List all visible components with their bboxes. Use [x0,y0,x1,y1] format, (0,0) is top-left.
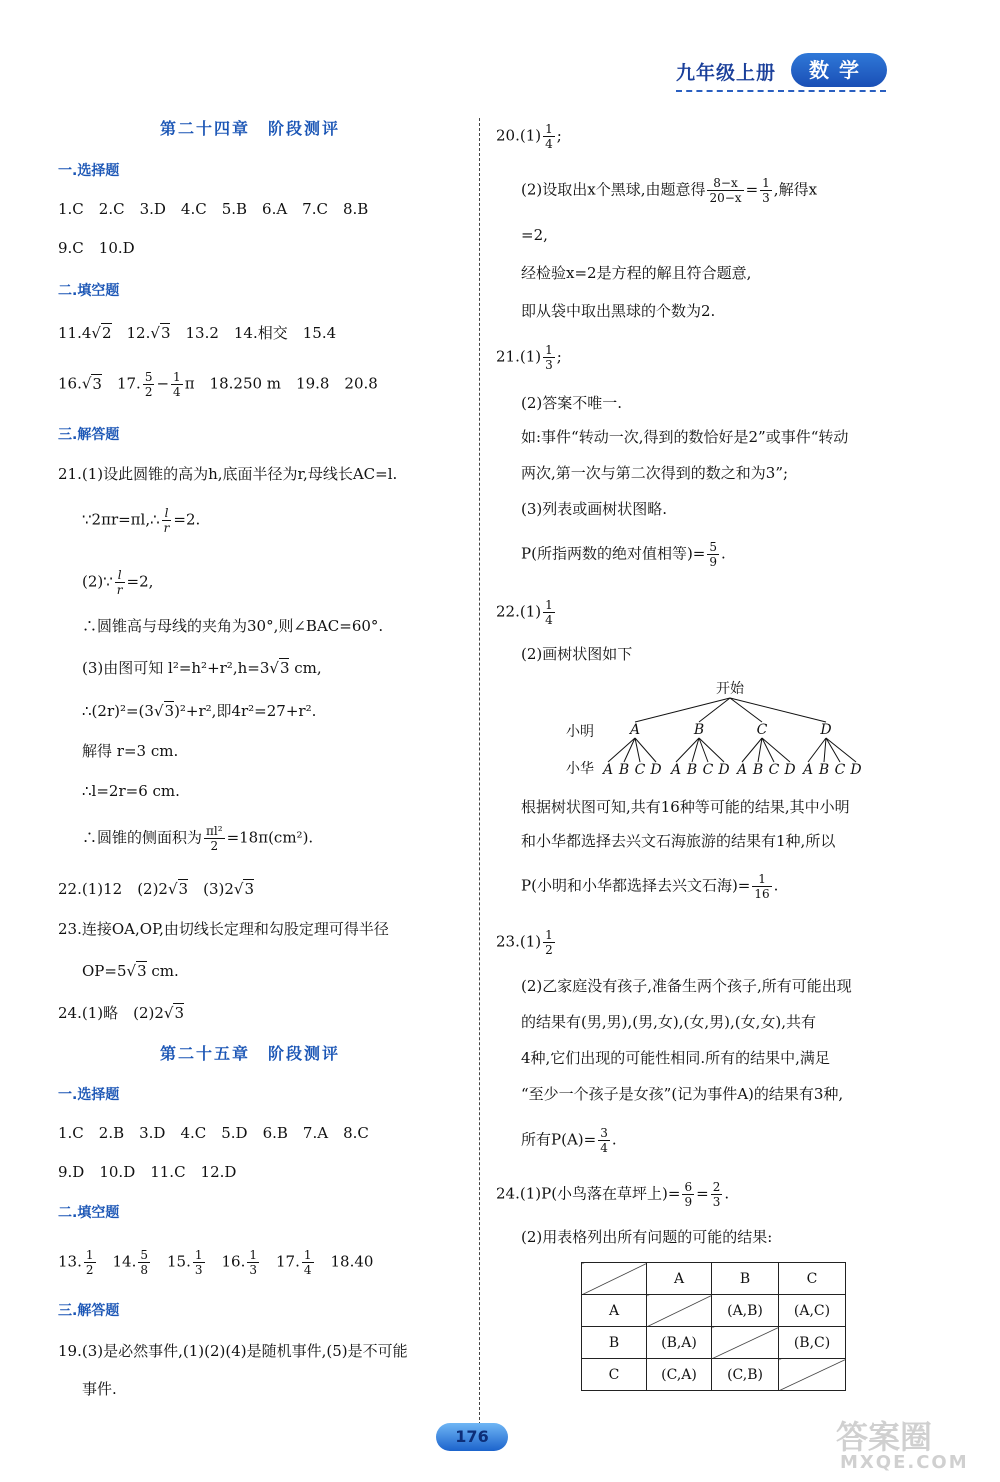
table-cell: (B,A) [647,1327,712,1359]
fraction: $\frac{l}{r}$ [116,568,123,597]
table-cell: (B,C) [779,1327,846,1359]
table-cell [712,1327,779,1359]
ch25-section-choice: 一.选择题 [58,1087,120,1103]
ch24-q21-line-5: (3)由图可知 l²=h²+r²,h=3√3 cm, [82,659,322,677]
ch24-fill-line-2: 16.√3 17. $\frac{5}{2}$ − $\frac{1}{4}$ π 18.250 m 19.8 20.8 [58,370,378,399]
tree-lines [608,698,856,762]
tree-diagram [560,680,870,780]
tree-root: 开始 [716,681,744,697]
fraction: $\frac{1}{4}$ [173,370,181,399]
tree-leaf: D [784,762,796,778]
fraction: $\frac{5}{2}$ [144,370,153,399]
header-divider [676,90,886,92]
tree-leaf: B [752,762,764,778]
fraction: $\frac{1}{3}$ [194,1248,203,1277]
table-row [582,1327,846,1359]
table-row [582,1263,846,1295]
q23-line-6: 所有P(A)= $\frac{3}{4}$ . [521,1126,617,1155]
ch24-q21-line-6: ∴(2r)²=(3√3)²+r²,即4r²=27+r². [82,702,317,720]
tree-leaf: A [802,762,814,778]
q21-line-5: (3)列表或画树状图略. [521,500,668,518]
fraction: $\frac{1}{3}$ [545,343,553,372]
q24-part1: 24.(1)P(小鸟落在草坪上)= $\frac{6}{9}$ = $\frac{2}{3}$ . [496,1180,730,1209]
tree-row-label: 小明 [566,724,594,740]
q24-line-2: (2)用表格列出所有问题的可能的结果: [521,1228,773,1246]
column-divider [479,118,480,1430]
book-title: 九年级上册 [676,62,777,84]
chapter-25-title: 第二十五章 阶段测评 [160,1044,341,1063]
table-header-cell: A [647,1263,712,1295]
chapter-24-title: 第二十四章 阶段测评 [160,119,341,138]
ch25-fill-line: 13. $\frac{1}{2}$ 14. $\frac{5}{8}$ 15. $\frac{1}{3}$ 16. $\frac{1}{3}$ 17. $\frac{1}{4}$ 18.40 [58,1248,374,1277]
ch24-q21-line-1: 21.(1)设此圆锥的高为h,底面半径为r,母线长AC=l. [58,465,398,483]
table-row [582,1295,846,1327]
table-cell [647,1295,712,1327]
tree-leaf: D [850,762,862,778]
ch24-q21-line-8: ∴l=2r=6 cm. [82,782,180,800]
table-row [582,1359,846,1391]
q21-line-2: (2)答案不唯一. [521,394,623,412]
q20-line-3: =2, [521,226,548,244]
q22-line-4: 和小华都选择去兴文石海旅游的结果有1种,所以 [521,832,836,850]
ch25-q19-line-1: 19.(3)是必然事件,(1)(2)(4)是随机事件,(5)是不可能 [58,1342,408,1360]
tree-leaf: C [702,762,714,778]
ch25-q19-line-2: 事件. [82,1380,117,1398]
table-header-cell: B [712,1263,779,1295]
tree-leaf: C [634,762,646,778]
watermark-logo: 答案圈 [836,1418,933,1456]
ch24-section-answer: 三.解答题 [58,427,120,443]
tree-leaf: B [686,762,698,778]
q20-line-5: 即从袋中取出黑球的个数为2. [521,302,716,320]
ch24-section-choice: 一.选择题 [58,163,120,179]
ch24-q23-line-1: 23.连接OA,OP,由切线长定理和勾股定理可得半径 [58,920,389,938]
tree-leaf: A [736,762,748,778]
ch24-q21-line-2: ∵2πr=πl,∴ $\frac{l}{r}$ =2. [82,506,201,535]
table-cell: (C,A) [647,1359,712,1391]
table-cell [779,1359,846,1391]
ch25-section-fill: 二.填空题 [58,1205,120,1221]
q21-line-6: P(所指两数的绝对值相等)= $\frac{5}{9}$ . [521,540,726,569]
ch24-q22: 22.(1)12 (2)2√3 (3)2√3 [58,880,254,898]
outcome-table [581,1262,846,1391]
table-row-header: A [582,1295,647,1327]
tree-leaf: C [768,762,780,778]
table-cell: (A,C) [779,1295,846,1327]
tree-leaf: A [602,762,614,778]
q22-part1: 22.(1) $\frac{1}{4}$ [496,598,553,627]
watermark-url: MXQE.COM [840,1452,969,1473]
q21-line-4: 两次,第一次与第二次得到的数之和为3”; [521,464,789,482]
ch24-mc-line-2: 9.C 10.D [58,239,135,257]
fraction: $\frac{3}{4}$ [600,1126,608,1155]
ch25-section-answer: 三.解答题 [58,1303,120,1319]
tree-node: C [756,722,768,738]
fraction: $\frac{2}{3}$ [712,1180,721,1209]
tree-leaf: A [670,762,682,778]
q22-line-2: (2)画树状图如下 [521,645,633,663]
q23-line-4: 4种,它们出现的可能性相同.所有的结果中,满足 [521,1049,830,1067]
q20-part1: 20.(1) $\frac{1}{4}$ ; [496,122,562,151]
q21-line-3: 如:事件“转动一次,得到的数恰好是2”或事件“转动 [521,428,849,446]
q22-line-5: P(小明和小华都选择去兴文石海)= $\frac{1}{16}$ . [521,872,779,901]
tree-leaf: B [818,762,830,778]
tree-node: D [820,722,832,738]
tree-leaf: C [834,762,846,778]
tree-leaf: B [618,762,630,778]
page-number: 176 [436,1423,508,1451]
fraction: $\frac{1}{3}$ [249,1248,257,1277]
ch24-q21-line-7: 解得 r=3 cm. [82,742,179,760]
ch24-mc-line-1: 1.C 2.C 3.D 4.C 5.B 6.A 7.C 8.B [58,200,369,218]
fraction: $\frac{1}{16}$ [754,872,770,901]
fraction: $\frac{1}{3}$ [762,176,770,205]
table-row-header: B [582,1327,647,1359]
q23-line-5: “至少一个孩子是女孩”(记为事件A)的结果有3种, [521,1085,844,1103]
fraction: $\frac{1}{2}$ [545,928,553,957]
table-cell: (C,B) [712,1359,779,1391]
subject-badge: 数学 [791,53,887,87]
fraction: $\frac{1}{4}$ [545,122,553,151]
fraction: $\frac{5}{8}$ [140,1248,148,1277]
fraction: $\frac{5}{9}$ [709,540,718,569]
ch25-mc-line-1: 1.C 2.B 3.D 4.C 5.D 6.B 7.A 8.C [58,1124,369,1142]
ch25-mc-line-2: 9.D 10.D 11.C 12.D [58,1163,237,1181]
tree-row-label: 小华 [566,761,594,777]
tree-node: B [693,722,705,738]
table-cell: (A,B) [712,1295,779,1327]
ch24-section-fill: 二.填空题 [58,283,120,299]
fraction: $\frac{l}{r}$ [163,506,170,535]
fraction: $\frac{1}{2}$ [85,1248,94,1277]
ch24-q21-line-9: ∴圆锥的侧面积为 $\frac{\text{πl²}}{2}$ =18π(cm²). [82,824,314,853]
tree-node: A [629,722,641,738]
q22-line-3: 根据树状图可知,共有16种等可能的结果,其中小明 [521,798,850,816]
q21-part1: 21.(1) $\frac{1}{3}$ ; [496,343,562,372]
ch24-q23-line-2: OP=5√3 cm. [82,962,179,980]
fraction: $\frac{6}{9}$ [684,1180,693,1209]
tree-leaf: D [718,762,730,778]
q20-line-4: 经检验x=2是方程的解且符合题意, [521,264,752,282]
fraction: $\frac{1}{4}$ [545,598,553,627]
table-header-cell: C [779,1263,846,1295]
fraction: $\frac{8-x}{20-x}$ [709,176,742,205]
q20-part2: (2)设取出x个黑球,由题意得 $\frac{8-x}{20-x}$ = $\frac{1}{3}$ ,解得x [521,176,818,205]
table-row-header: C [582,1359,647,1391]
fraction: $\frac{\text{πl²}}{2}$ [206,824,223,853]
table-corner [582,1263,647,1295]
q23-part1: 23.(1) $\frac{1}{2}$ [496,928,553,957]
q23-line-2: (2)乙家庭没有孩子,准备生两个孩子,所有可能出现 [521,977,852,995]
ch24-fill-line-1: 11.4√2 12.√3 13.2 14.相交 15.4 [58,324,337,342]
ch24-q24: 24.(1)略 (2)2√3 [58,1004,185,1022]
ch24-q21-line-3: (2)∵ $\frac{l}{r}$ =2, [82,568,154,597]
ch24-q21-line-4: ∴圆锥高与母线的夹角为30°,则∠BAC=60°. [82,617,384,635]
q23-line-3: 的结果有(男,男),(男,女),(女,男),(女,女),共有 [521,1013,816,1031]
tree-leaf: D [650,762,662,778]
fraction: $\frac{1}{4}$ [303,1248,312,1277]
